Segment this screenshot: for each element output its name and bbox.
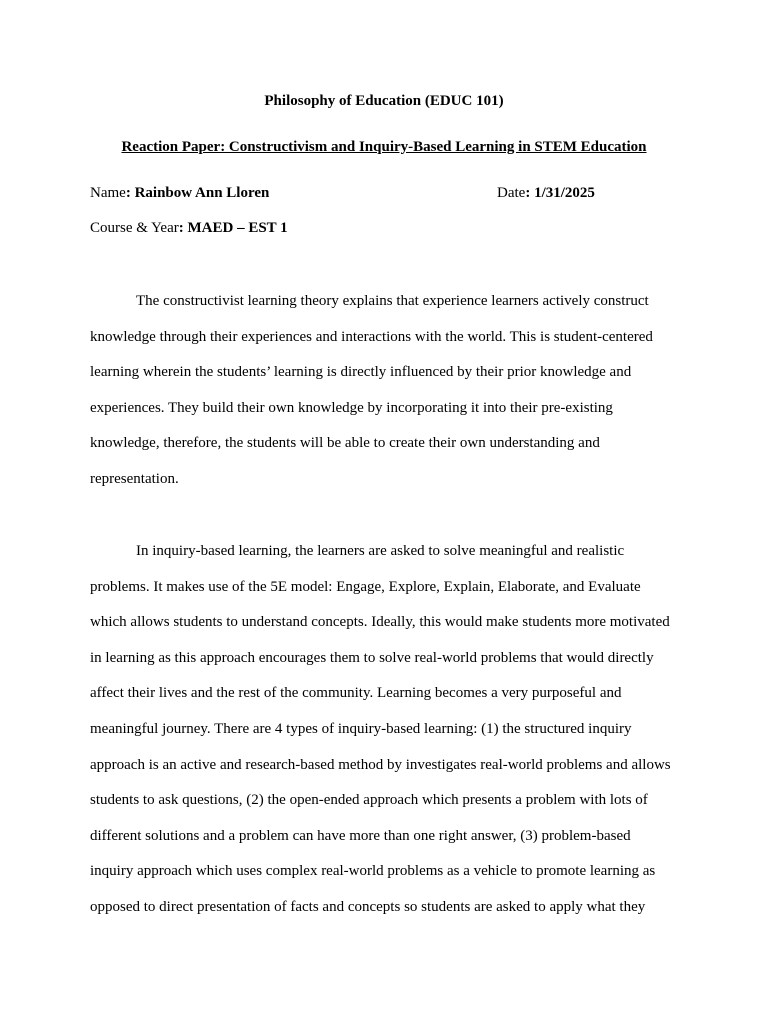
course-year-label: Course & Year	[90, 220, 179, 236]
paragraph-line: In inquiry-based learning, the learners are asked to solve meaningful and realistic	[136, 543, 625, 559]
date-field	[497, 185, 595, 202]
course-year-value: : MAED – EST 1	[178, 220, 288, 236]
paragraph-line: approach is an active and research-based method by investigates real-world problems and allows	[90, 757, 671, 773]
paragraph-line: The constructivist learning theory explains that experience learners actively construct	[136, 293, 649, 309]
paragraph-line: learning wherein the students’ learning is directly influenced by their prior knowledge and	[90, 364, 632, 380]
date-value: : 1/31/2025	[525, 185, 595, 201]
paragraph-line: meaningful journey. There are 4 types of inquiry-based learning: (1) the structured inquiry	[90, 721, 632, 737]
paragraph-line: problems. It makes use of the 5E model: Engage, Explore, Explain, Elaborate, and Evaluate	[90, 579, 641, 595]
paragraph-line: opposed to direct presentation of facts and concepts so students are asked to apply what they	[90, 899, 646, 915]
paragraph-line: experiences. They build their own knowledge by incorporating it into their pre-existing	[90, 400, 613, 416]
paragraph-line: inquiry approach which uses complex real-world problems as a vehicle to promote learning as	[90, 863, 656, 879]
course-year-field	[90, 220, 288, 237]
paragraph-line: which allows students to understand concepts. Ideally, this would make students more motivated	[90, 614, 670, 630]
name-label: Name	[90, 185, 126, 201]
name-field	[90, 185, 269, 202]
paragraph-line: different solutions and a problem can have more than one right answer, (3) problem-based	[90, 828, 631, 844]
paragraph-line: affect their lives and the rest of the community. Learning becomes a very purposeful and	[90, 685, 622, 701]
paragraph-line: students to ask questions, (2) the open-ended approach which presents a problem with lots of	[90, 792, 648, 808]
paragraph-line: knowledge through their experiences and interactions with the world. This is student-centered	[90, 329, 653, 345]
paragraph-line: representation.	[90, 471, 179, 487]
paragraph-line: knowledge, therefore, the students will be able to create their own understanding and	[90, 435, 600, 451]
paper-title: Reaction Paper: Constructivism and Inquiry-Based Learning in STEM Education	[121, 139, 647, 155]
date-label: Date	[497, 185, 526, 201]
course-title: Philosophy of Education (EDUC 101)	[264, 93, 504, 109]
paragraph-line: in learning as this approach encourages them to solve real-world problems that would directly	[90, 650, 654, 666]
name-value: : Rainbow Ann Lloren	[125, 185, 270, 201]
